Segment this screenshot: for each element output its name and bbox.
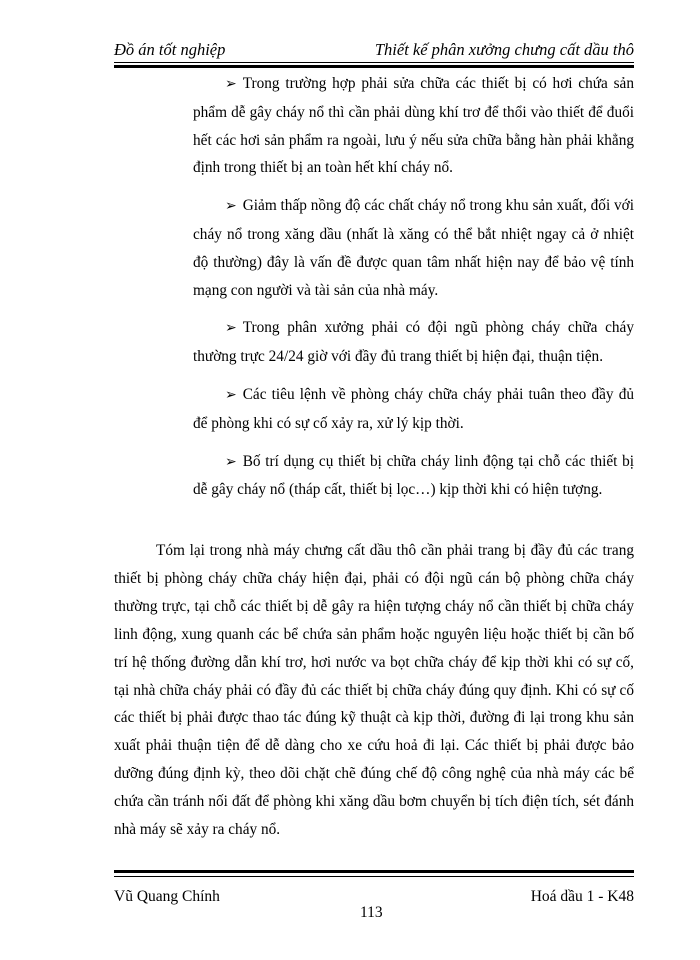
bullet-text: Giảm thấp nồng độ các chất cháy nổ trong khu sản xuất, đối với cháy nổ trong xăng dầu (nhất là xăng có thể bắt nhiệt ngay cả ở nhiệt độ thường) đây là vấn đề được quan tâm nhất hiện nay để bảo vệ tính mạng con người và tài sản của nhà máy. (193, 197, 634, 299)
arrow-bullet-icon: ➢ (225, 77, 237, 92)
bullet-item (193, 70, 634, 182)
bullet-item (193, 314, 634, 371)
page-number: 113 (360, 904, 383, 921)
header-thesis-title: Thiết kế phân xưởng chưng cất dầu thô (374, 40, 634, 59)
arrow-bullet-icon: ➢ (225, 199, 237, 215)
footer-class: Hoá dầu 1 - K48 (530, 888, 634, 905)
bullet-list (193, 70, 634, 514)
header-divider-thin (114, 62, 634, 63)
bullet-text: Các tiêu lệnh về phòng cháy chữa cháy phải tuân theo đầy đủ để phòng khi có sự cố xảy ra, xử lý kịp thời. (193, 385, 634, 432)
bullet-text: Trong trường hợp phải sửa chữa các thiết bị có hơi chứa sản phẩm dễ gây cháy nổ thì cần phải dùng khí trơ để thổi vào thiết để đuổi hết các hơi sản phẩm ra ngoài, lưu ý nếu sửa chữa bằng hàn phải khẳng định trong thiết bị an toàn hết khí cháy nổ. (193, 75, 634, 177)
bullet-text: Bố trí dụng cụ thiết bị chữa cháy linh động tại chỗ các thiết bị dễ gây cháy nổ (tháp cất, thiết bị lọc…) kịp thời khi có hiện tượng. (193, 452, 634, 499)
page-header (114, 36, 634, 62)
bullet-text: Trong phân xưởng phải có đội ngũ phòng cháy chữa cháy thường trực 24/24 giờ với đầy đủ trang thiết bị hiện đại, thuận tiện. (193, 319, 634, 366)
footer-divider-thin (114, 876, 634, 877)
arrow-bullet-icon: ➢ (225, 321, 237, 337)
bullet-item (193, 192, 634, 304)
footer-divider-thick (114, 870, 634, 873)
bullet-item (193, 381, 634, 438)
arrow-bullet-icon: ➢ (225, 387, 237, 403)
header-divider-thick (114, 65, 634, 68)
arrow-bullet-icon: ➢ (225, 454, 237, 470)
summary-paragraph: Tóm lại trong nhà máy chưng cất dầu thô cần phải trang bị đầy đủ các trang thiết bị phòng cháy chữa cháy hiện đại, phải có đội ngũ cán bộ phòng chữa cháy thường trực, tại chỗ các thiết bị dễ gây ra hiện tượng cháy nổ cần thiết bị chữa cháy linh động, xung quanh các bể chứa sản phẩm hoặc nguyên liệu hoặc thiết bị cần bố trí hệ thống đường dẫn khí trơ, hơi nước va bọt chữa cháy để kịp thời khi có sự cố, tại nhà chữa cháy phải có đầy đủ các thiết bị chữa cháy đúng quy định. Khi có sự cố các thiết bị phải được thao tác đúng kỹ thuật cà kịp thời, đường đi lại trong khu sản xuất phải thuận tiện để dễ dàng cho xe cứu hoả đi lại. Các thiết bị phải được bảo dưỡng đúng định kỳ, theo dõi chặt chẽ đúng chế độ công nghệ của nhà máy các bể chứa cần tránh nối đất để phòng khi xăng dầu bơm chuyển bị tích điện tích, sét đánh nhà máy sẽ xảy ra cháy nổ. (114, 542, 634, 839)
footer-author: Vũ Quang Chính (114, 888, 220, 905)
bullet-item (193, 448, 634, 505)
header-thesis-label: Đồ án tốt nghiệp (114, 40, 226, 59)
